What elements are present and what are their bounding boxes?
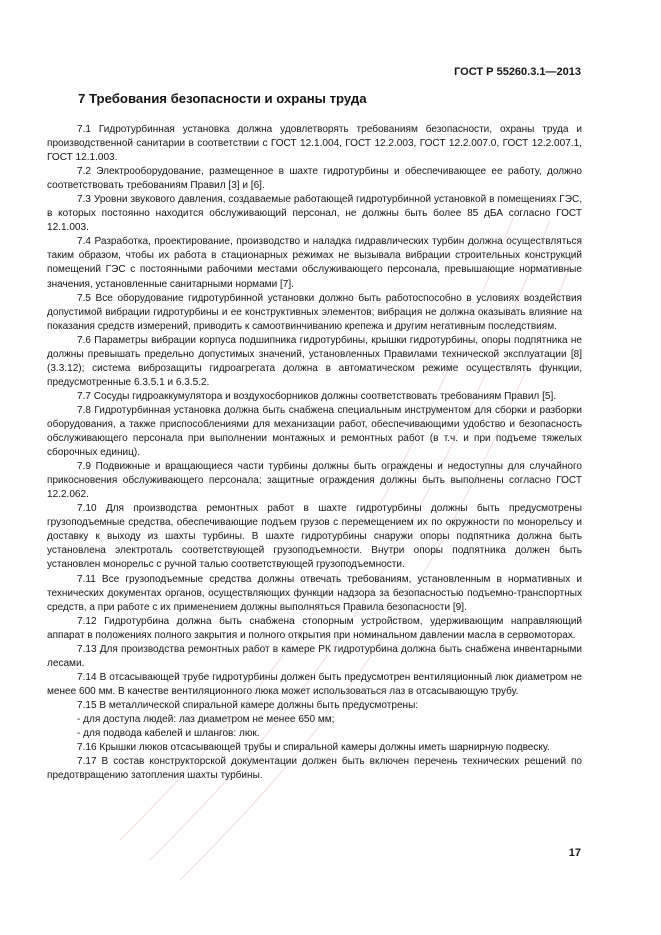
page-number: 17 xyxy=(568,847,581,859)
paragraph-7-10: 7.10 Для производства ремонтных работ в шахте гидротурбины должны быть предусмотрены грузоподъемные средства, обеспечивающие подъем грузов с перемещением их по окружности по монорельсу и доставку к выходу из шахты турбины. В шахте гидротурбины снаружи опоры подпятника должна быть установлена электроталь соответствующей грузоподъемности. Внутри опоры подпятника должен быть установлен монорельс с ручной талью соответствующей грузоподъемности. xyxy=(47,503,582,571)
list-item-person-access: - для доступа людей: лаз диаметром не менее 650 мм; xyxy=(77,713,335,725)
paragraph-7-9: 7.9 Подвижные и вращающиеся части турбины должны быть ограждены и недоступны для случайного прикосновения обслуживающего персонала; защитные ограждения должны быть выполнены согласно ГОСТ 12.2.062. xyxy=(47,461,582,501)
paragraph-7-3: 7.3 Уровни звукового давления, создаваемые работающей гидротурбинной установкой в помещениях ГЭС, в которых постоянно находится обслуживающий персонал, не должны быть более 85 дБА согласно ГОСТ 12.1.003. xyxy=(47,194,582,234)
paragraph-7-14: 7.14 В отсасывающей трубе гидротурбины должен быть предусмотрен вентиляционный люк диаметром не менее 600 мм. В качестве вентиляционного люка может использоваться лаз в отсасывающую трубу. xyxy=(47,671,582,697)
paragraph-7-11: 7.11 Все грузоподъемные средства должны отвечать требованиям, установленным в нормативных и технических документах органов, осуществляющих функции надзора за безопасностью подъемно-транспортных средств, а при работе с их применением должны выполняться Правила безопасности [9]. xyxy=(47,573,582,613)
paragraph-7-4: 7.4 Разработка, проектирование, производство и наладка гидравлических турбин должна осуществляться таким образом, чтобы их работа в стационарных режимах не вызывала вибрации строительных конструкций помещений ГЭС с постоянными рабочими местами обслуживающего персонала, превышающие нормативные значения, установленные санитарными нормами [7]. xyxy=(47,236,582,290)
paragraph-7-17: 7.17 В состав конструкторской документации должен быть включен перечень технических решений по предотвращению затопления шахты турбины. xyxy=(47,756,582,782)
document-header: ГОСТ Р 55260.3.1—2013 xyxy=(454,66,581,78)
paragraph-7-15: 7.15 В металлической спиральной камере должны быть предусмотрены: xyxy=(77,699,419,711)
paragraph-7-5: 7.5 Все оборудование гидротурбинной установки должно быть работоспособно в условиях воздействия допустимой вибрации гидротурбины и ее конструктивных элементов; вибрация не должна оказывать влияние на показания средств измерений, приводить к самоотвинчиванию крепежа и другим негативным последствиям. xyxy=(47,292,582,332)
list-item-cable-access: - для подвода кабелей и шлангов: люк. xyxy=(77,728,260,740)
paragraph-7-12: 7.12 Гидротурбина должна быть снабжена стопорным устройством, удерживающим направляющий аппарат в положениях полного закрытия и полного открытия при номинальном давлении масла в сервомоторах. xyxy=(47,615,582,641)
paragraph-7-2: 7.2 Электрооборудование, размещенное в шахте гидротурбины и обеспечивающее ее работу, должно соответствовать требованиям Правил [3] и [6]. xyxy=(47,166,582,192)
paragraph-7-6: 7.6 Параметры вибрации корпуса подшипника гидротурбины, крышки гидротурбины, опоры подпятника не должны превышать предельно допустимых значений, установленных Правилами технической эксплуатации [8] (3.3.12); система виброзащиты гидроагрегата должна в автоматическом режиме осуществлять функции, предусмотренные 6.3.5.1 и 6.3.5.2. xyxy=(47,334,582,388)
paragraph-7-16: 7.16 Крышки люков отсасывающей трубы и спиральной камеры должны иметь шарнирную подвеску. xyxy=(77,742,550,754)
paragraph-7-13: 7.13 Для производства ремонтных работ в камере РК гидротурбина должна быть снабжена инвентарными лесами. xyxy=(47,643,582,669)
section-title: 7 Требования безопасности и охраны труда xyxy=(78,91,367,106)
paragraph-7-8: 7.8 Гидротурбинная установка должна быть снабжена специальным инструментом для сборки и разборки оборудования, а также приспособлениями для механизации работ, обеспечивающими удобство и безопасность обслуживающего персонала при выполнении монтажных и ремонтных работ (в т.ч. и при подъеме тяжелых сборочных единиц). xyxy=(47,404,582,459)
paragraph-7-1: 7.1 Гидротурбинная установка должна удовлетворять требованиям безопасности, охраны труда и производственной санитарии в соответствии с ГОСТ 12.1.004, ГОСТ 12.2.003, ГОСТ 12.2.007.0, ГОСТ 12.2.007.1, ГОСТ 12.1.003. xyxy=(47,124,582,164)
paragraph-7-7: 7.7 Сосуды гидроаккумулятора и воздухосборников должны соответствовать требованиям Правил [5]. xyxy=(77,390,557,402)
section-body xyxy=(47,123,582,783)
